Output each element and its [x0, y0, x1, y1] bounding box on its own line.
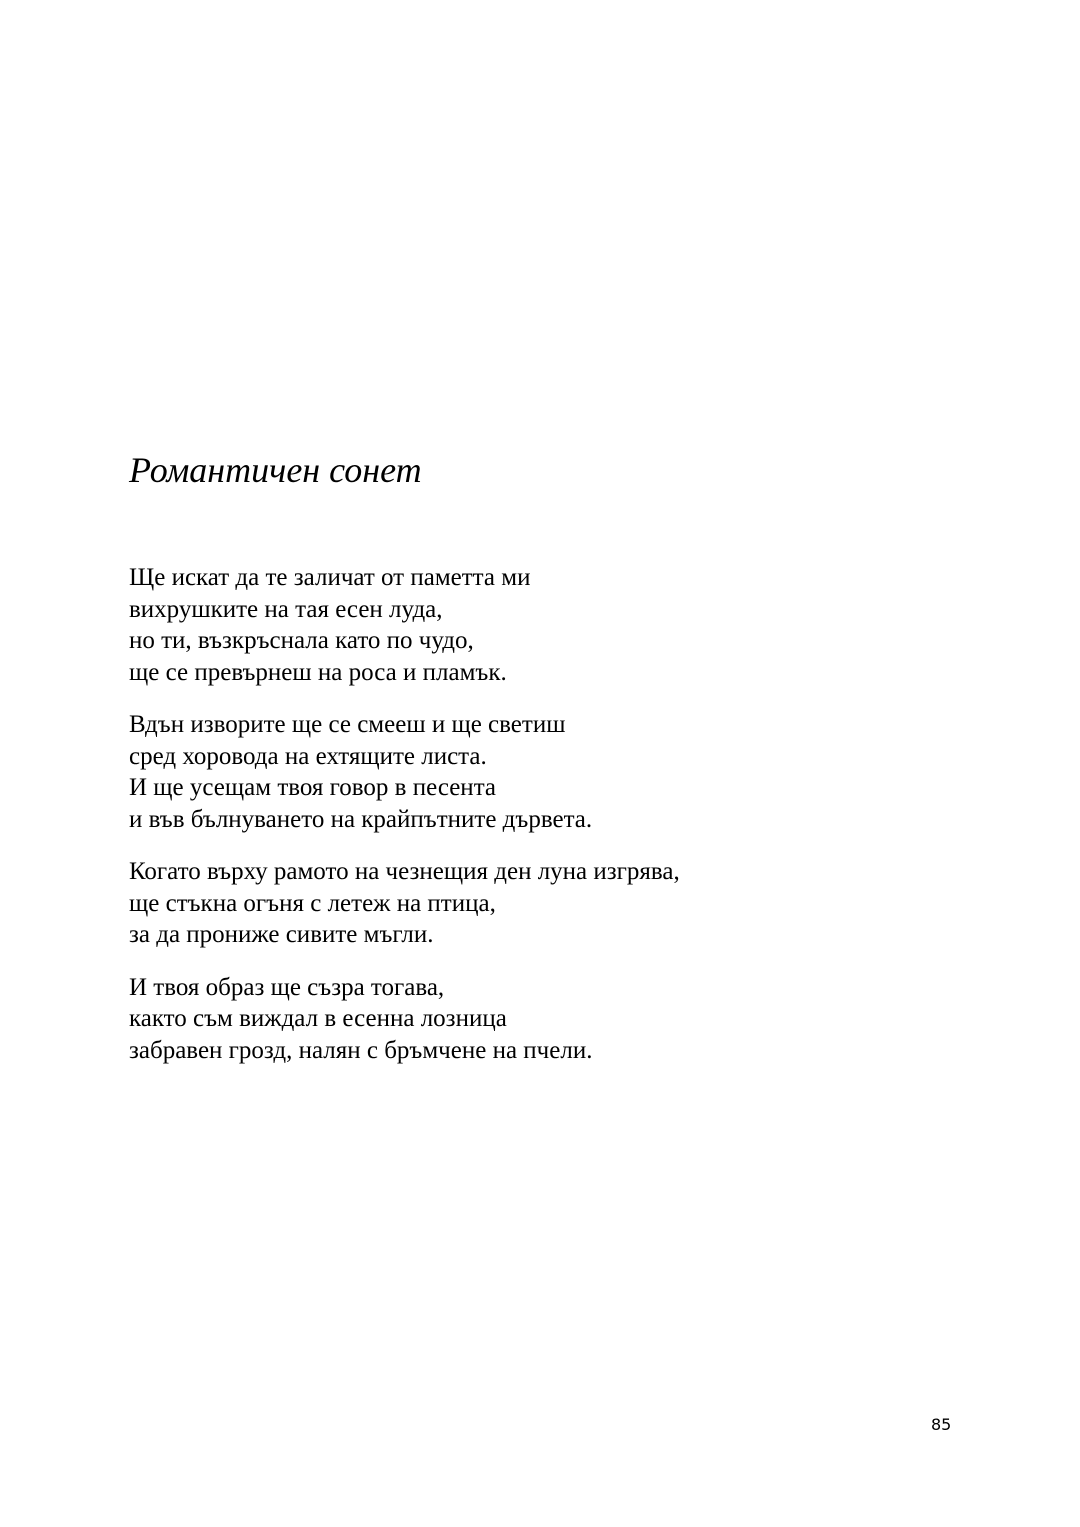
- verse-line: Когато върху рамото на чезнещия ден луна изгрява,: [129, 858, 680, 885]
- verse-line: и във бълнуването на крайпътните дървета.: [129, 805, 593, 833]
- verse-line: но ти, възкръснала като по чудо,: [129, 627, 474, 654]
- verse-line: ще се превърнеш на роса и пламък.: [129, 658, 507, 686]
- verse-line: вихрушките на тая есен луда,: [129, 595, 443, 623]
- poem-body: [129, 562, 949, 1087]
- verse-line: забравен грозд, налян с бръмчене на пчели.: [129, 1036, 593, 1064]
- page-number: 85: [931, 1415, 952, 1434]
- verse-line: както съм виждал в есенна лозница: [129, 1005, 507, 1032]
- verse-line: за да прониже сивите мъгли.: [129, 921, 434, 948]
- poem-title: Романтичен сонет: [129, 450, 422, 490]
- stanza: [129, 972, 949, 1067]
- verse-line: ще стъкна огъня с летеж на птица,: [129, 889, 496, 917]
- verse-line: сред хоровода на ехтящите листа.: [129, 742, 487, 770]
- verse-line: И твоя образ ще съзра тогава,: [129, 973, 445, 1001]
- verse-line: Вдън изворите ще се смееш и ще светиш: [129, 711, 566, 738]
- stanza: [129, 856, 949, 951]
- verse-line: Ще искат да те заличат от паметта ми: [129, 564, 531, 591]
- verse-line: И ще усещам твоя говор в песента: [129, 774, 497, 801]
- stanza: [129, 709, 949, 835]
- stanza: [129, 562, 949, 688]
